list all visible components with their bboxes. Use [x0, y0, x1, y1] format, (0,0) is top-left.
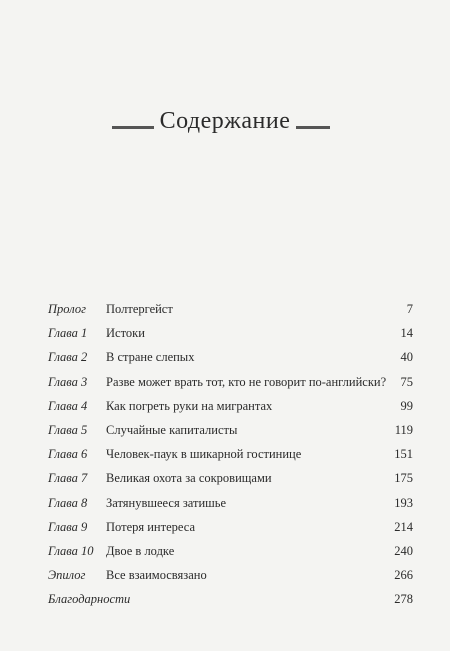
- toc-chapter-name: Истоки: [106, 326, 145, 341]
- toc-row: [48, 563, 413, 587]
- toc-page-number: 99: [400, 398, 413, 413]
- toc-label: Глава 1: [48, 326, 88, 341]
- toc-row: [48, 394, 413, 418]
- toc-row: [48, 321, 413, 345]
- toc-chapter-name: Двое в лодке: [106, 543, 175, 558]
- toc-row: [48, 370, 413, 394]
- toc-label: Глава 6: [48, 447, 88, 462]
- toc-page-number: 240: [394, 543, 413, 558]
- toc-label: Глава 10: [48, 543, 94, 558]
- toc-label: Глава 4: [48, 398, 88, 413]
- toc-chapter-name: Случайные капиталисты: [106, 422, 238, 437]
- toc-chapter-name: Потеря интереса: [106, 519, 195, 534]
- toc-page-number: 40: [400, 350, 413, 365]
- toc-label: Глава 3: [48, 374, 88, 389]
- toc-page-number: 7: [406, 302, 413, 316]
- toc-chapter-name: Великая охота за сокровищами: [106, 471, 272, 486]
- page-title-text: Содержание: [154, 108, 297, 134]
- toc-page-number: 151: [394, 447, 413, 462]
- toc-label: Глава 5: [48, 422, 88, 437]
- toc-page-number: 14: [400, 326, 413, 341]
- table-of-contents: [48, 297, 413, 611]
- toc-chapter-name: Все взаимосвязано: [106, 568, 207, 583]
- toc-label: Пролог: [48, 302, 86, 316]
- toc-page-number: 214: [394, 519, 413, 534]
- toc-row: [48, 491, 413, 515]
- toc-page-number: 75: [400, 374, 413, 389]
- toc-row: [48, 587, 413, 611]
- toc-row: [48, 418, 413, 442]
- toc-chapter-name: Разве может врать тот, кто не говорит по-английски?: [106, 374, 387, 389]
- toc-chapter-name: Человек-паук в шикарной гостинице: [106, 447, 302, 462]
- toc-label: Благодарности: [48, 592, 131, 607]
- toc-row: [48, 442, 413, 466]
- toc-page-number: 266: [394, 568, 413, 583]
- toc-page-number: 278: [394, 592, 413, 607]
- toc-label: Глава 9: [48, 519, 88, 534]
- toc-label: Эпилог: [48, 568, 86, 583]
- toc-chapter-name: Как погреть руки на мигрантах: [106, 398, 273, 413]
- toc-label: Глава 2: [48, 350, 88, 365]
- toc-page-number: 119: [394, 422, 413, 437]
- toc-row: [48, 515, 413, 539]
- toc-page-number: 175: [394, 471, 413, 486]
- toc-chapter-name: Затянувшееся затишье: [106, 495, 227, 510]
- toc-chapter-name: В стране слепых: [106, 350, 195, 365]
- toc-row: [48, 466, 413, 490]
- toc-row: [48, 297, 413, 321]
- toc-label: Глава 7: [48, 471, 88, 486]
- toc-row: [48, 539, 413, 563]
- toc-chapter-name: Полтергейст: [106, 302, 173, 316]
- toc-label: Глава 8: [48, 495, 88, 510]
- page-title: [0, 108, 450, 135]
- toc-page-number: 193: [394, 495, 413, 510]
- toc-row: [48, 345, 413, 369]
